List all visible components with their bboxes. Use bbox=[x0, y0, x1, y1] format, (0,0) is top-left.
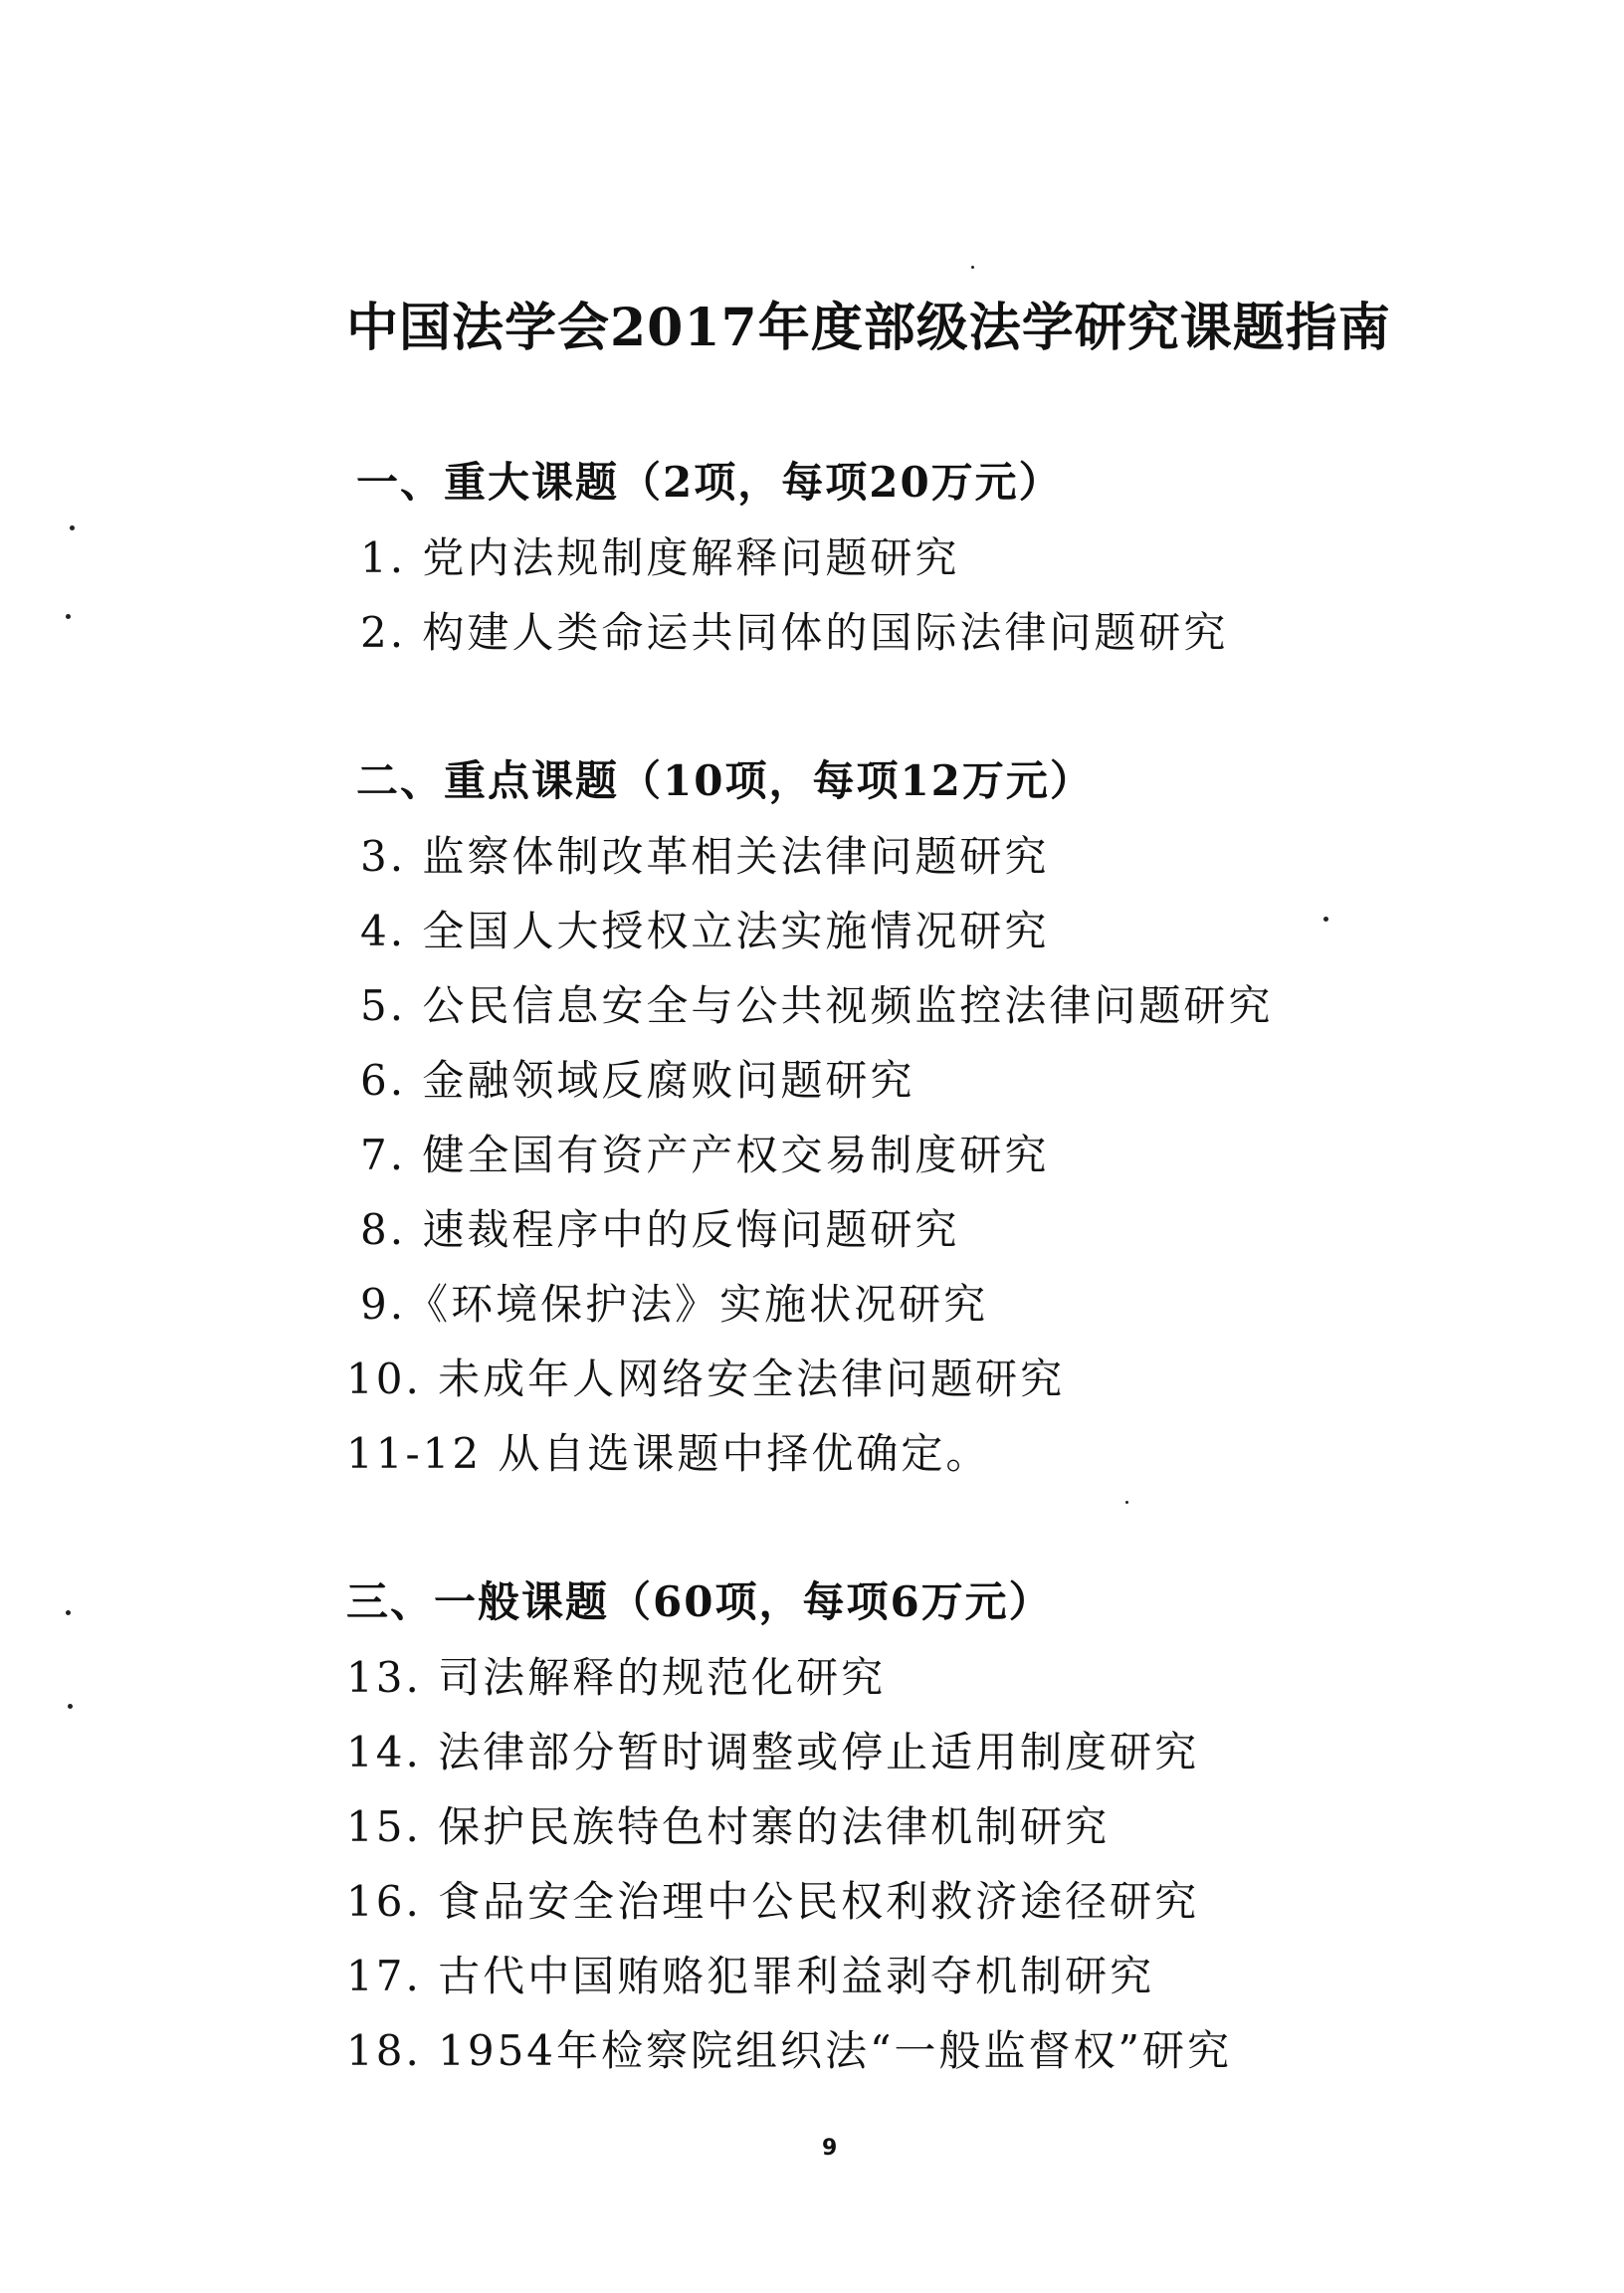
list-item: 18. 1954年检察院组织法“一般监督权”研究 bbox=[346, 2026, 1232, 2075]
scan-speck bbox=[66, 1610, 71, 1615]
list-item: 5. 公民信息安全与公共视频监控法律问题研究 bbox=[360, 981, 1274, 1030]
list-item: 2. 构建人类命运共同体的国际法律问题研究 bbox=[360, 608, 1229, 657]
list-item: 8. 速裁程序中的反悔问题研究 bbox=[360, 1205, 960, 1254]
section-heading-general: 三、一般课题（60项，每项6万元） bbox=[346, 1577, 1053, 1626]
section-heading-key: 二、重点课题（10项，每项12万元） bbox=[356, 756, 1094, 805]
scan-speck bbox=[1323, 917, 1328, 922]
list-item: 17. 古代中国贿赂犯罪利益剥夺机制研究 bbox=[346, 1952, 1155, 2000]
list-item: 1. 党内法规制度解释问题研究 bbox=[360, 533, 960, 582]
list-item: 13. 司法解释的规范化研究 bbox=[346, 1653, 887, 1702]
list-item: 11-12 从自选课题中择优确定。 bbox=[346, 1429, 991, 1478]
list-item: 3. 监察体制改革相关法律问题研究 bbox=[360, 832, 1050, 881]
list-item: 14. 法律部分暂时调整或停止适用制度研究 bbox=[346, 1728, 1200, 1776]
list-item: 7. 健全国有资产产权交易制度研究 bbox=[360, 1131, 1050, 1179]
list-item: 4. 全国人大授权立法实施情况研究 bbox=[360, 907, 1050, 955]
list-item: 10. 未成年人网络安全法律问题研究 bbox=[346, 1355, 1066, 1403]
section-heading-major: 一、重大课题（2项，每项20万元） bbox=[356, 458, 1063, 507]
scan-speck bbox=[70, 525, 75, 530]
scan-speck bbox=[66, 614, 71, 619]
scan-speck bbox=[68, 1704, 73, 1709]
page-number: 9 bbox=[822, 2136, 838, 2161]
list-item: 9.《环境保护法》实施状况研究 bbox=[360, 1280, 989, 1329]
list-item: 15. 保护民族特色村寨的法律机制研究 bbox=[346, 1802, 1111, 1851]
list-item: 16. 食品安全治理中公民权利救济途径研究 bbox=[346, 1877, 1200, 1926]
scan-speck bbox=[971, 266, 974, 269]
list-item: 6. 金融领域反腐败问题研究 bbox=[360, 1056, 915, 1105]
page-title: 中国法学会2017年度部级法学研究课题指南 bbox=[346, 298, 1391, 358]
scan-speck bbox=[1125, 1501, 1128, 1504]
